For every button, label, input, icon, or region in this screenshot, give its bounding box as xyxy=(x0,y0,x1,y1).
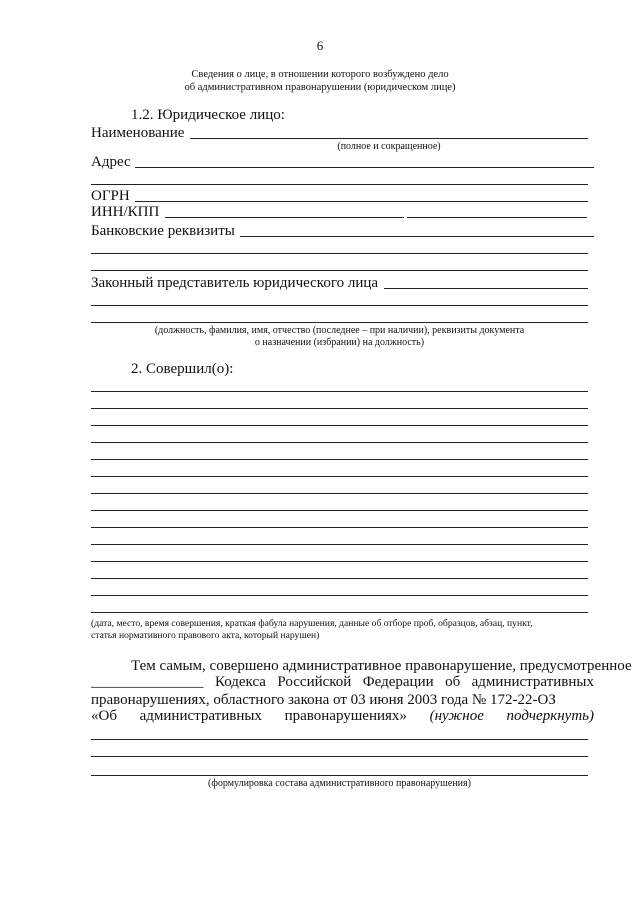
name-label: Наименование xyxy=(91,125,185,141)
conclusion-line-2: _______________ Кодекса Российской Федерации об административных xyxy=(91,674,594,690)
offense-hint-2: статья нормативного правового акта, который нарушен) xyxy=(91,630,320,641)
offense-line-6[interactable] xyxy=(91,476,588,477)
legal-representative-hint-2: о назначении (избрании) на должность) xyxy=(254,337,425,348)
legal-representative-line-2[interactable] xyxy=(91,305,588,306)
composition-line-2[interactable] xyxy=(91,756,588,757)
conclusion-line-3: правонарушениях, областного закона от 03 июня 2003 года № 172-22-ОЗ xyxy=(91,692,556,708)
offense-line-4[interactable] xyxy=(91,442,588,443)
offense-line-7[interactable] xyxy=(91,493,588,494)
legal-representative-hint-1: (должность, фамилия, имя, отчество (последнее – при наличии), реквизиты документа xyxy=(154,325,525,336)
composition-hint: (формулировка состава административного правонарушения) xyxy=(208,778,471,789)
code-blank[interactable]: _______________ xyxy=(91,674,204,690)
conclusion-line-1: Тем самым, совершено административное правонарушение, предусмотренное xyxy=(131,658,632,674)
ogrn-field-line[interactable] xyxy=(135,201,588,202)
legal-representative-line-1[interactable] xyxy=(384,288,588,289)
ogrn-label: ОГРН xyxy=(91,188,130,204)
page-number: 6 xyxy=(316,38,324,53)
section-2-title: 2. Совершил(о): xyxy=(131,361,234,377)
bank-details-line-2[interactable] xyxy=(91,253,588,254)
offense-line-8[interactable] xyxy=(91,510,588,511)
offense-line-10[interactable] xyxy=(91,544,588,545)
form-header-line-1: Сведения о лице, в отношении которого возбуждено дело xyxy=(191,69,449,80)
inn-kpp-label: ИНН/КПП xyxy=(91,204,160,220)
offense-hint-1: (дата, место, время совершения, краткая фабула нарушения, данные об отборе проб, образцов, абзац, пункт, xyxy=(91,618,533,629)
composition-line-3[interactable] xyxy=(91,775,588,776)
offense-line-9[interactable] xyxy=(91,527,588,528)
bank-details-label: Банковские реквизиты xyxy=(91,223,235,239)
address-label: Адрес xyxy=(91,154,131,170)
name-hint: (полное и сокращенное) xyxy=(337,141,441,152)
section-1-2-title: 1.2. Юридическое лицо: xyxy=(131,107,285,123)
address-field-line-1[interactable] xyxy=(135,167,594,168)
conclusion-line-4: «Об административных правонарушениях» (нужное подчеркнуть) xyxy=(91,708,594,724)
offense-line-1[interactable] xyxy=(91,391,588,392)
offense-line-2[interactable] xyxy=(91,408,588,409)
offense-line-5[interactable] xyxy=(91,459,588,460)
offense-line-14[interactable] xyxy=(91,612,588,613)
offense-line-11[interactable] xyxy=(91,561,588,562)
composition-line-1[interactable] xyxy=(91,739,588,740)
offense-line-12[interactable] xyxy=(91,578,588,579)
legal-representative-label: Законный представитель юридического лица xyxy=(91,275,379,291)
name-field-line[interactable] xyxy=(190,138,588,139)
legal-representative-line-3[interactable] xyxy=(91,322,588,323)
offense-line-13[interactable] xyxy=(91,595,588,596)
inn-field-line[interactable] xyxy=(165,217,404,218)
kpp-field-line[interactable] xyxy=(407,217,587,218)
bank-details-line-1[interactable] xyxy=(240,236,594,237)
address-field-line-2[interactable] xyxy=(91,184,588,185)
bank-details-line-3[interactable] xyxy=(91,270,588,271)
form-header-line-2: об административном правонарушении (юридическом лице) xyxy=(184,82,456,93)
offense-line-3[interactable] xyxy=(91,425,588,426)
